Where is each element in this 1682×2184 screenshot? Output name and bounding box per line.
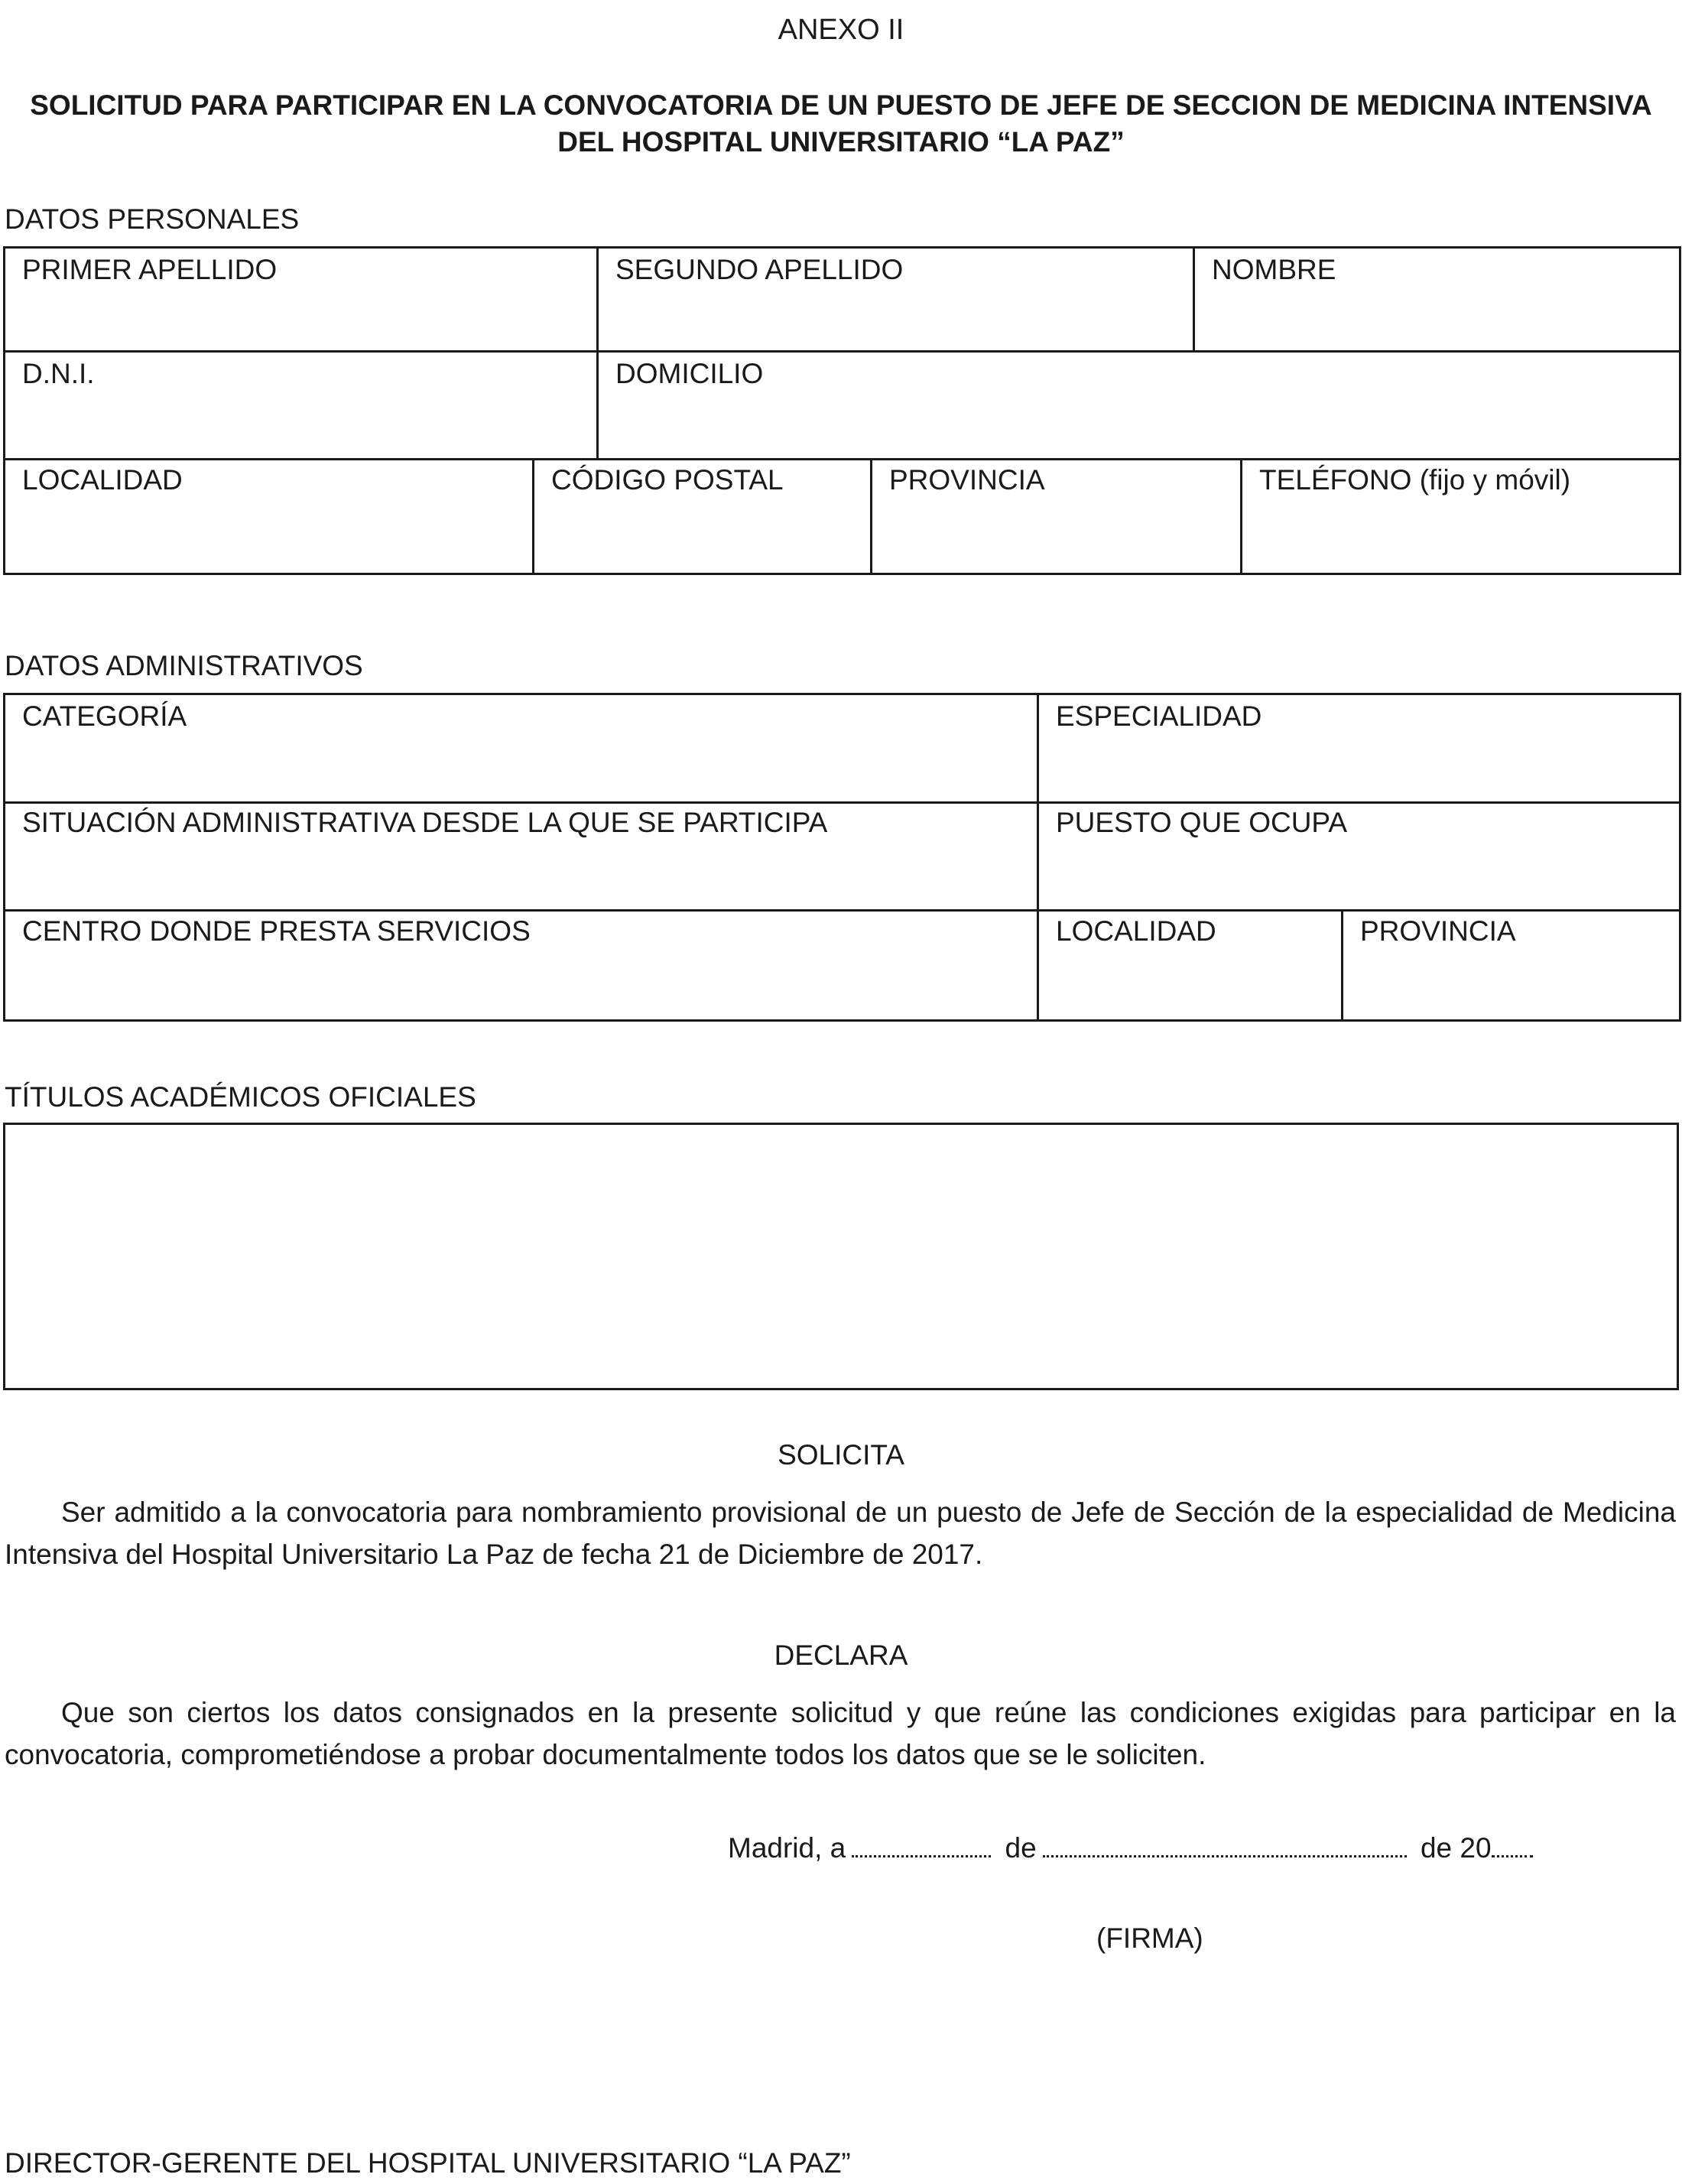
solicita-heading: SOLICITA	[778, 1439, 904, 1471]
personal-data-label: DATOS PERSONALES	[5, 203, 300, 235]
titles-box[interactable]	[3, 1123, 1679, 1390]
year-blank[interactable]	[1492, 1829, 1533, 1857]
dni-field[interactable]: D.N.I.	[5, 353, 598, 459]
primer-apellido-field[interactable]: PRIMER APELLIDO	[5, 248, 598, 352]
date-line	[728, 1829, 1539, 1864]
localidad-field[interactable]: LOCALIDAD	[5, 459, 534, 574]
document-title	[0, 87, 1682, 161]
personal-data-table-row1	[3, 246, 1681, 353]
puesto-que-ocupa-field[interactable]: PUESTO QUE OCUPA	[1038, 801, 1680, 910]
provincia-field[interactable]: PROVINCIA	[872, 459, 1242, 574]
declara-text: Que son ciertos los datos consignados en la presente solicitud y que reúne las condiciones exigidas para participar en la convocatoria, comprometiéndose a probar documentalmente todos los datos que se le soliciten.	[5, 1697, 1676, 1770]
date-middle: de	[1005, 1832, 1037, 1864]
title-line-1: SOLICITUD PARA PARTICIPAR EN LA CONVOCATORIA DE UN PUESTO DE JEFE DE SECCION DE MEDICINA INTENSIVA	[30, 89, 1652, 121]
telefono-field[interactable]: TELÉFONO (fijo y móvil)	[1242, 459, 1680, 574]
title-line-2: DEL HOSPITAL UNIVERSITARIO “LA PAZ”	[557, 126, 1125, 158]
personal-data-table-row2	[3, 353, 1681, 460]
firma-label: (FIRMA)	[1096, 1922, 1203, 1954]
date-prefix: Madrid, a	[728, 1832, 846, 1864]
administrative-data-table-row1	[3, 693, 1681, 804]
administrative-data-table-row2	[3, 801, 1681, 912]
segundo-apellido-field[interactable]: SEGUNDO APELLIDO	[598, 248, 1194, 352]
situacion-administrativa-field[interactable]: SITUACIÓN ADMINISTRATIVA DESDE LA QUE SE PARTICIPA	[5, 801, 1038, 910]
admin-provincia-field[interactable]: PROVINCIA	[1343, 910, 1680, 1020]
personal-data-table-row3	[3, 459, 1681, 575]
day-blank[interactable]	[852, 1829, 991, 1857]
nombre-field[interactable]: NOMBRE	[1194, 248, 1680, 352]
codigo-postal-field[interactable]: CÓDIGO POSTAL	[534, 459, 872, 574]
domicilio-field[interactable]: DOMICILIO	[598, 353, 1680, 459]
administrative-data-label: DATOS ADMINISTRATIVOS	[5, 650, 363, 681]
admin-localidad-field[interactable]: LOCALIDAD	[1038, 910, 1343, 1020]
month-blank[interactable]	[1043, 1829, 1407, 1857]
solicita-text: Ser admitido a la convocatoria para nombramiento provisional de un puesto de Jefe de Sección de la especialidad de Medicina Intensiva del Hospital Universitario La Paz de fecha 21 de Diciembre de 2017.	[5, 1497, 1676, 1570]
footer-recipient: DIRECTOR-GERENTE DEL HOSPITAL UNIVERSITARIO “LA PAZ”	[5, 2147, 851, 2179]
especialidad-field[interactable]: ESPECIALIDAD	[1038, 694, 1680, 803]
categoria-field[interactable]: CATEGORÍA	[5, 694, 1038, 803]
centro-servicios-field[interactable]: CENTRO DONDE PRESTA SERVICIOS	[5, 910, 1038, 1020]
titles-label: TÍTULOS ACADÉMICOS OFICIALES	[5, 1081, 476, 1113]
declara-heading: DECLARA	[774, 1640, 908, 1671]
administrative-data-table-row3	[3, 910, 1681, 1022]
annex-label: ANEXO II	[778, 14, 904, 46]
date-suffix: de 20	[1420, 1832, 1492, 1864]
